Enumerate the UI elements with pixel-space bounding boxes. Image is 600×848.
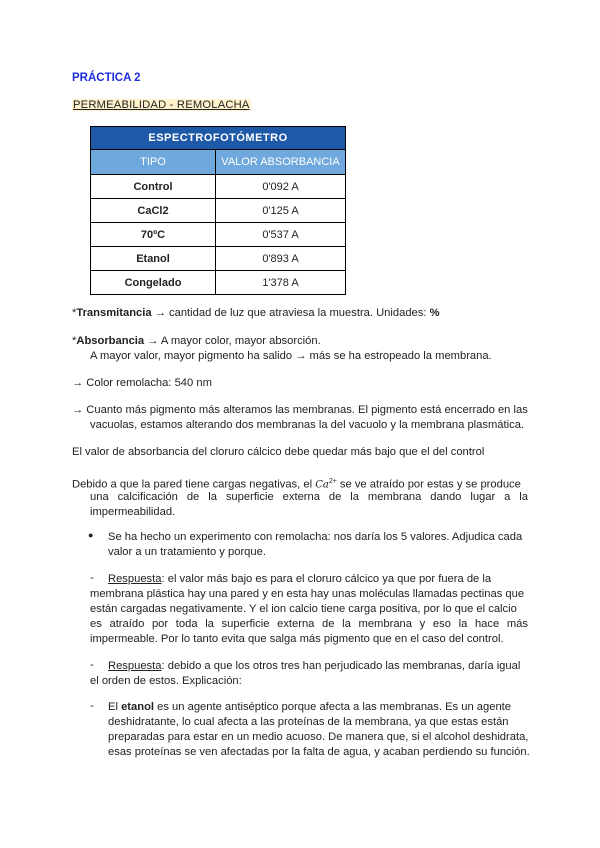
table-row — [91, 247, 346, 271]
cell-valor: 0'125 A — [216, 199, 346, 223]
asterisk: * — [72, 335, 77, 347]
column-header-valor: VALOR ABSORBANCIA — [216, 150, 346, 175]
cell-tipo: CaCl2 — [91, 199, 216, 223]
cell-valor: 0'893 A — [216, 247, 346, 271]
transmitancia-unit: % — [429, 307, 440, 319]
etanol-line2: deshidratante, lo cual afecta a las proteínas de la membrana, ya que estas están — [108, 716, 509, 728]
dash-marker: - — [90, 572, 94, 584]
absorbancia-term: Absorbancia — [76, 335, 145, 347]
dash-marker: - — [90, 700, 94, 712]
table-header: ESPECTROFOTÓMETRO — [91, 127, 346, 150]
debido-text-b: se ve atraído por estas y se produce — [336, 478, 521, 491]
cell-tipo: Congelado — [91, 271, 216, 295]
color-remolacha: → Color remolacha: 540 nm — [72, 377, 212, 389]
transmitancia-paragraph — [72, 306, 530, 321]
cell-valor: 1'378 A — [216, 271, 346, 295]
page-subtitle: PERMEABILIDAD - REMOLACHA — [73, 99, 250, 111]
column-header-tipo: TIPO — [91, 150, 216, 175]
debido-line3: impermeabilidad. — [90, 506, 176, 518]
page-title: PRÁCTICA 2 — [72, 72, 141, 84]
respuesta2-line1 — [108, 659, 520, 674]
debido-line2: una calcificación de la superficie externa de la membrana dando lugar a la — [90, 491, 528, 503]
respuesta1-line2: membrana plástica hay una pared y en esta hay unas moléculas llamadas pectinas que — [90, 588, 525, 600]
table-row — [91, 223, 346, 247]
calcium-charge: 2+ — [328, 478, 337, 485]
transmitancia-text: → cantidad de luz que atraviesa la muestra. Unidades: — [151, 307, 430, 319]
table-row — [91, 199, 346, 223]
etanol-line4: esas proteínas se ven afectadas por la falta de agua, y acaban perdiendo su función. — [108, 746, 530, 758]
pigmento-line2: vacuolas, estamos alterando dos membranas la del vacuolo y la membrana plasmática. — [90, 419, 525, 431]
bullet-icon: ● — [88, 530, 94, 540]
cell-valor: 0'092 A — [216, 175, 346, 199]
pigmento-line1: → Cuanto más pigmento más alteramos las membranas. El pigmento está encerrado en las — [72, 404, 528, 416]
transmitancia-term: Transmitancia — [76, 307, 152, 319]
asterisk: * — [72, 307, 77, 319]
cell-tipo: Etanol — [91, 247, 216, 271]
dash-marker: - — [90, 659, 94, 671]
bullet-line2: valor a un tratamiento y porque. — [108, 546, 266, 558]
absorbancia-paragraph — [72, 334, 530, 349]
etanol-pre: El — [108, 701, 122, 713]
absorbance-table — [90, 126, 346, 295]
debido-text-a: Debido a que la pared tiene cargas negativas, el — [72, 478, 316, 491]
respuesta1-text: : el valor más bajo es para el cloruro cálcico ya que por fuera de la — [161, 573, 492, 585]
respuesta1-line4: es atraído por toda la superficie externa de la membrana y eso la hace más — [90, 618, 528, 630]
bullet-line1: Se ha hecho un experimento con remolacha: nos daría los 5 valores. Adjudica cada — [108, 531, 523, 543]
respuesta-label: Respuesta — [108, 573, 162, 585]
valor-absorbancia-paragraph: El valor de absorbancia del cloruro cálcico debe quedar más bajo que el del control — [72, 446, 485, 458]
cell-tipo: 70ºC — [91, 223, 216, 247]
calcium-symbol: Ca — [315, 479, 329, 491]
respuesta1-line1 — [108, 572, 528, 587]
etanol-term: etanol — [121, 701, 155, 713]
respuesta2-line2: el orden de estos. Explicación: — [90, 675, 242, 687]
cell-tipo: Control — [91, 175, 216, 199]
table-row — [91, 175, 346, 199]
respuesta-label: Respuesta — [108, 660, 162, 672]
etanol-text: es un agente antiséptico porque afecta a las membranas. Es un agente — [154, 701, 512, 713]
absorbancia-text: → A mayor color, mayor absorción. — [144, 335, 321, 347]
table-row — [91, 271, 346, 295]
etanol-line3: preparadas para estar en un medio acuoso. De manera que, si el alcohol deshidrata, — [108, 731, 529, 743]
absorbancia-line2: A mayor valor, mayor pigmento ha salido → más se ha estropeado la membrana. — [90, 350, 492, 362]
respuesta1-line5: impermeable. Por lo tanto evita que salga más pigmento que en el caso del control. — [90, 633, 504, 645]
respuesta1-line3: están cargadas negativamente. Y el ion calcio tiene carga positiva, por lo que el calcio — [90, 603, 517, 615]
etanol-line1 — [108, 700, 511, 715]
cell-valor: 0'537 A — [216, 223, 346, 247]
respuesta2-text: : debido a que los otros tres han perjudicado las membranas, daría igual — [161, 660, 521, 672]
